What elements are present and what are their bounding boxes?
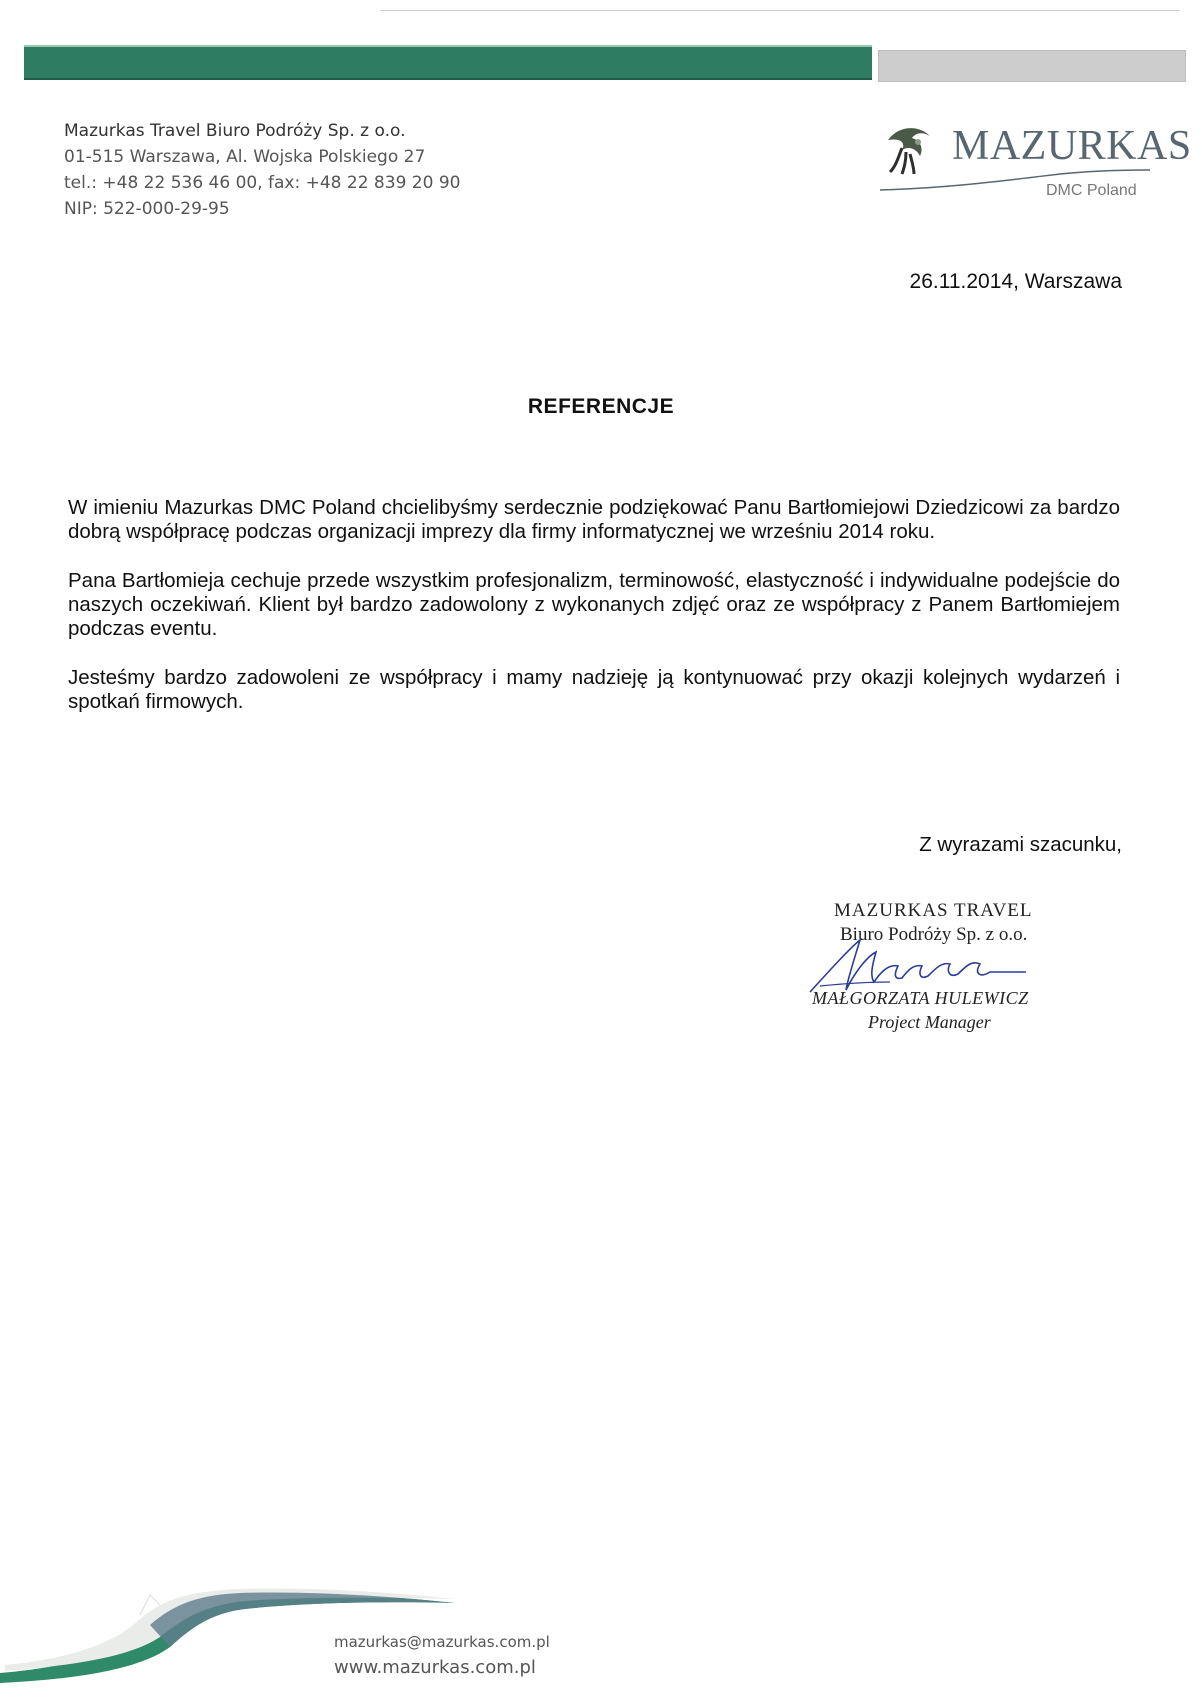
- closing-line: Z wyrazami szacunku,: [919, 833, 1122, 856]
- paragraph: Jesteśmy bardzo zadowoleni ze współpracy i mamy nadzieję ją kontynuować przy okazji kolejnych wydarzeń i spotkań firmowych.: [68, 666, 1120, 713]
- sender-phone: tel.: +48 22 536 46 00, fax: +48 22 839 20 90: [64, 173, 461, 193]
- logo-wordmark: MAZURKAS: [952, 123, 1192, 169]
- footer-email: mazurkas@mazurkas.com.pl: [334, 1633, 550, 1651]
- footer-website: www.mazurkas.com.pl: [334, 1657, 536, 1678]
- stamp-signer-name: MAŁGORZATA HULEWICZ: [812, 988, 1029, 1008]
- stamp-signer-role: Project Manager: [868, 1012, 991, 1032]
- header-band-green: [24, 45, 872, 80]
- paragraph: Pana Bartłomieja cechuje przede wszystkim profesjonalizm, terminowość, elastyczność i indywidualne podejście do naszych oczekiwań. Klient był bardzo zadowolony z wykonanych zdjęć oraz ze współpracy z Panem Bartłomiejem podczas eventu.: [68, 569, 1120, 640]
- handwritten-signature: [790, 920, 1030, 1010]
- footer-contact: [334, 1630, 550, 1682]
- letter-body: [68, 496, 1120, 739]
- sender-address: 01-515 Warszawa, Al. Wojska Polskiego 27: [64, 147, 426, 167]
- header-band-gray: [878, 50, 1186, 82]
- sender-address-block: [64, 118, 460, 222]
- logo-subtitle: DMC Poland: [1046, 182, 1137, 199]
- paragraph: W imieniu Mazurkas DMC Poland chcielibyśmy serdecznie podziękować Panu Bartłomiejowi Dziedzicowi za bardzo dobrą współpracę podczas organizacji imprezy dla firmy informatycznej we wrześniu 2014 roku.: [68, 496, 1120, 543]
- stamp-company-type: Biuro Podróży Sp. z o.o.: [840, 924, 1028, 945]
- letter-title: REFERENCJE: [527, 395, 675, 418]
- sender-company: Mazurkas Travel Biuro Podróży Sp. z o.o.: [64, 121, 406, 141]
- letter-date: 26.11.2014, Warszawa: [909, 270, 1122, 293]
- sender-nip: NIP: 522-000-29-95: [64, 199, 230, 219]
- top-rule: [380, 10, 1180, 11]
- company-logo: [880, 118, 1192, 208]
- stamp-company: MAZURKAS TRAVEL: [834, 900, 1033, 921]
